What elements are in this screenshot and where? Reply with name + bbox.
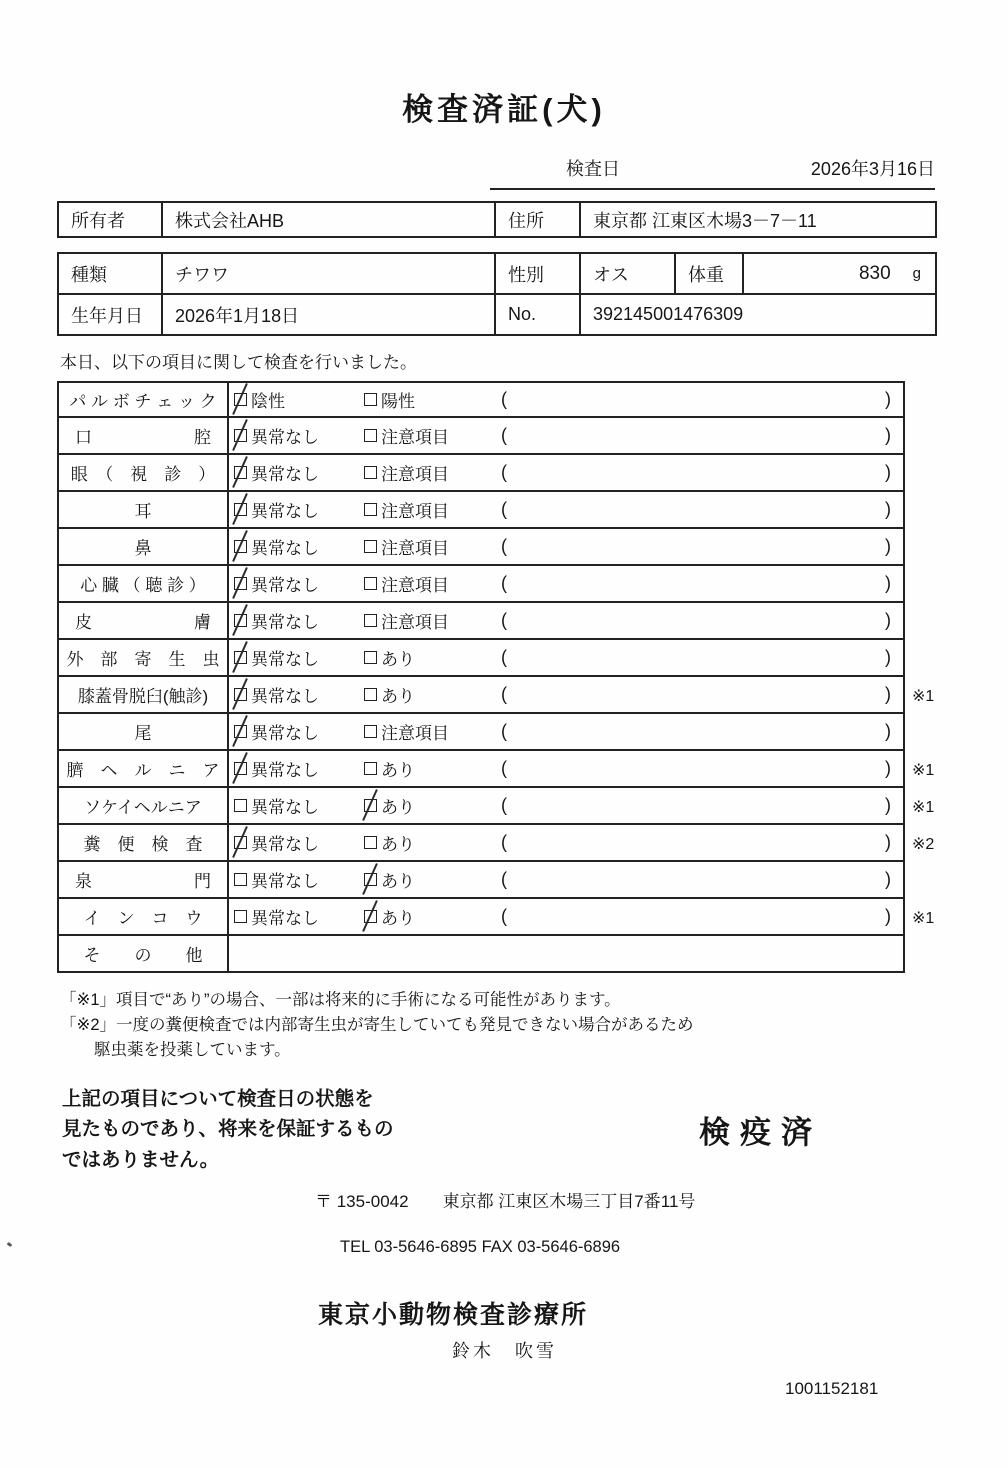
- exam-item-label: 泉 門: [59, 862, 229, 897]
- checkbox: [364, 688, 377, 701]
- exam-option-2: [364, 793, 494, 818]
- checkbox: [234, 688, 247, 701]
- owner-value: 株式会社AHB: [163, 203, 496, 236]
- exam-row-footnote-ref: [905, 418, 955, 455]
- address-label: 住所: [496, 203, 581, 236]
- exam-item-label: 糞 便 検 査: [59, 825, 229, 860]
- exam-option-2: [364, 904, 494, 929]
- exam-row: [57, 603, 1008, 640]
- exam-row: [57, 677, 1008, 714]
- checkbox: [364, 799, 377, 812]
- exam-option-2: [364, 719, 494, 744]
- remarks-paren-open: (: [501, 647, 507, 667]
- exam-option-2: [364, 645, 494, 670]
- remarks-paren-close: ): [885, 462, 891, 482]
- exam-option-2-label: 注意項目: [381, 539, 449, 558]
- checkbox: [364, 836, 377, 849]
- exam-option-2-label: 注意項目: [381, 724, 449, 743]
- exam-option-1: [234, 534, 364, 559]
- exam-row-line: [57, 492, 905, 529]
- exam-option-1: [234, 719, 364, 744]
- exam-row: [57, 788, 1008, 825]
- exam-option-2-label: 注意項目: [381, 613, 449, 632]
- exam-row-line: [57, 788, 905, 825]
- exam-option-1: [234, 867, 364, 892]
- exam-item-label: 眼 （ 視 診 ）: [59, 455, 229, 490]
- exam-row-footnote-ref: ※1: [912, 798, 935, 816]
- breed-label: 種類: [59, 254, 163, 293]
- clinic-phone-line: TEL 03-5646-6895 FAX 03-5646-6896: [340, 1237, 621, 1256]
- exam-item-label: パ ル ボ チ ェ ッ ク: [59, 383, 229, 416]
- remarks-paren-close: ): [885, 832, 891, 852]
- certificate-no-label: No.: [496, 295, 581, 334]
- remarks-paren-open: (: [501, 869, 507, 889]
- exam-item-label: 口 腔: [59, 418, 229, 453]
- remarks-paren-open: (: [501, 536, 507, 556]
- checkbox: [364, 725, 377, 738]
- exam-option-1-label: 異常なし: [251, 761, 319, 780]
- exam-row-line: [57, 714, 905, 751]
- exam-item-label: そ の 他: [59, 936, 229, 971]
- exam-row-footnote-ref: [905, 566, 955, 603]
- exam-option-1-label: 異常なし: [251, 465, 319, 484]
- checkbox: [234, 836, 247, 849]
- exam-row-line: [57, 899, 905, 936]
- remarks-paren-close: ): [885, 795, 891, 815]
- exam-row-footnote-ref: [905, 936, 955, 973]
- exam-option-1: [234, 682, 364, 707]
- exam-option-1: [234, 387, 364, 412]
- exam-row-footnote-ref: [905, 603, 955, 640]
- exam-option-2-label: あり: [381, 687, 415, 706]
- intro-text: 本日、以下の項目に関して検査を行いました。: [60, 353, 417, 372]
- exam-row-footnote-ref: [905, 492, 955, 529]
- checkbox: [234, 503, 247, 516]
- exam-row: [57, 566, 1008, 603]
- exam-option-1: [234, 423, 364, 448]
- clinic-address: 東京都 江東区木場三丁目7番11号: [442, 1191, 696, 1211]
- exam-row-footnote-ref: [905, 529, 955, 566]
- remarks-paren-close: ): [885, 869, 891, 889]
- exam-row-line: [57, 751, 905, 788]
- exam-option-2-label: 陽性: [381, 392, 415, 411]
- checkbox: [364, 466, 377, 479]
- exam-option-1-label: 異常なし: [251, 687, 319, 706]
- remarks-paren-open: (: [501, 684, 507, 704]
- exam-table: [57, 381, 1008, 973]
- inspection-date-row: [490, 155, 935, 190]
- remarks-paren-close: ): [885, 906, 891, 926]
- exam-row-line: [57, 862, 905, 899]
- exam-row: [57, 825, 1008, 862]
- exam-option-1: [234, 904, 364, 929]
- birth-value: 2026年1月18日: [163, 295, 496, 334]
- exam-row: [57, 899, 1008, 936]
- exam-option-1-label: 異常なし: [251, 798, 319, 817]
- exam-option-1: [234, 571, 364, 596]
- exam-option-2: [364, 608, 494, 633]
- exam-row-line: [57, 381, 905, 418]
- exam-option-1-label: 異常なし: [251, 502, 319, 521]
- clinic-address-line: [315, 1187, 1008, 1212]
- exam-row-footnote-ref: [905, 381, 955, 418]
- checkbox: [234, 540, 247, 553]
- disclaimer-line-3: ではありません。: [62, 1148, 220, 1171]
- inspection-date-label: 検査日: [566, 159, 620, 179]
- exam-option-1-label: 陰性: [251, 392, 285, 411]
- remarks-paren-open: (: [501, 573, 507, 593]
- pet-info-table: [57, 252, 937, 336]
- exam-row-line: [57, 603, 905, 640]
- exam-item-label: 外 部 寄 生 虫: [59, 640, 229, 675]
- checkbox: [364, 429, 377, 442]
- exam-row: [57, 455, 1008, 492]
- exam-row-footnote-ref: [905, 640, 955, 677]
- checkbox: [234, 725, 247, 738]
- exam-item-label: 臍 ヘ ル ニ ア: [59, 751, 229, 786]
- exam-option-2-label: あり: [381, 835, 415, 854]
- disclaimer-line-1: 上記の項目について検査日の状態を: [62, 1088, 374, 1111]
- exam-option-2: [364, 830, 494, 855]
- exam-row: [57, 529, 1008, 566]
- veterinarian-name: 鈴木 吹雪: [452, 1340, 557, 1361]
- exam-option-2: [364, 460, 494, 485]
- exam-option-2: [364, 497, 494, 522]
- page-title: 検査済証(犬): [402, 92, 606, 127]
- exam-row: [57, 714, 1008, 751]
- remarks-paren-close: ): [885, 536, 891, 556]
- footnote-2: 「※2」一度の糞便検査では内部寄生虫が寄生していても発見できない場合があるため: [60, 1015, 694, 1034]
- exam-item-label: イ ン コ ウ: [59, 899, 229, 934]
- exam-row-line: [57, 455, 905, 492]
- exam-row-footnote-ref: ※1: [912, 687, 935, 705]
- footnotes: [60, 988, 1008, 1062]
- exam-option-1-label: 異常なし: [251, 909, 319, 928]
- exam-option-2-label: 注意項目: [381, 502, 449, 521]
- exam-option-2-label: 注意項目: [381, 428, 449, 447]
- exam-item-label: 皮 膚: [59, 603, 229, 638]
- checkbox: [234, 651, 247, 664]
- disclaimer-and-stamp: [0, 1084, 1008, 1175]
- footnote-2-continuation: 駆虫薬を投薬しています。: [94, 1040, 291, 1059]
- exam-row-line: [57, 936, 905, 973]
- exam-option-2: [364, 423, 494, 448]
- remarks-paren-close: ): [885, 499, 891, 519]
- checkbox: [234, 429, 247, 442]
- exam-row: [57, 640, 1008, 677]
- weight-label: 体重: [676, 254, 744, 293]
- checkbox: [234, 466, 247, 479]
- exam-row: [57, 381, 1008, 418]
- owner-row: [57, 201, 937, 238]
- exam-option-2: [364, 534, 494, 559]
- sex-value: オス: [581, 254, 676, 293]
- remarks-paren-open: (: [501, 389, 507, 409]
- checkbox: [364, 762, 377, 775]
- remarks-paren-close: ): [885, 684, 891, 704]
- remarks-paren-open: (: [501, 499, 507, 519]
- exam-row: [57, 862, 1008, 899]
- exam-row-footnote-ref: [905, 714, 955, 751]
- exam-option-1-label: 異常なし: [251, 613, 319, 632]
- exam-option-2: [364, 571, 494, 596]
- exam-row-footnote-ref: ※1: [912, 761, 935, 779]
- exam-option-1: [234, 830, 364, 855]
- checkbox: [234, 873, 247, 886]
- exam-row-footnote-ref: [905, 455, 955, 492]
- disclaimer-line-2: 見たものであり、将来を保証するもの: [62, 1118, 394, 1141]
- checkbox: [234, 393, 247, 406]
- checkbox: [234, 799, 247, 812]
- remarks-paren-close: ): [885, 573, 891, 593]
- exam-row: [57, 751, 1008, 788]
- checkbox: [364, 651, 377, 664]
- exam-row-line: [57, 529, 905, 566]
- remarks-paren-close: ): [885, 610, 891, 630]
- clinic-name: 東京小動物検査診療所: [318, 1300, 589, 1329]
- exam-row: [57, 418, 1008, 455]
- remarks-paren-open: (: [501, 906, 507, 926]
- exam-row-line: [57, 825, 905, 862]
- remarks-paren-open: (: [501, 462, 507, 482]
- exam-item-label: 尾: [59, 714, 229, 749]
- exam-option-2-label: あり: [381, 761, 415, 780]
- exam-option-2: [364, 756, 494, 781]
- exam-row-footnote-ref: [905, 862, 955, 899]
- exam-option-2-label: 注意項目: [381, 576, 449, 595]
- exam-row-line: [57, 418, 905, 455]
- exam-option-1: [234, 497, 364, 522]
- scan-speck: [7, 1242, 13, 1247]
- exam-option-1: [234, 608, 364, 633]
- exam-option-1-label: 異常なし: [251, 724, 319, 743]
- address-value: 東京都 江東区木場3－7－11: [593, 210, 817, 231]
- postal-code: 〒 135-0042: [315, 1191, 409, 1211]
- remarks-paren-close: ): [885, 425, 891, 445]
- remarks-paren-open: (: [501, 795, 507, 815]
- disclaimer-text: [62, 1084, 394, 1175]
- exam-option-2: [364, 387, 494, 412]
- remarks-paren-open: (: [501, 758, 507, 778]
- certificate-no-value: 392145001476309: [593, 304, 744, 324]
- exam-option-1-label: 異常なし: [251, 835, 319, 854]
- serial-number: 1001152181: [785, 1378, 879, 1398]
- exam-item-label: 心 臓 （ 聴 診 ）: [59, 566, 229, 601]
- exam-option-1: [234, 460, 364, 485]
- breed-value: チワワ: [163, 254, 496, 293]
- footnote-1: 「※1」項目で“あり”の場合、一部は将来的に手術になる可能性があります。: [60, 991, 621, 1009]
- exam-row: [57, 492, 1008, 529]
- exam-item-label: 膝蓋骨脱臼(触診): [59, 677, 229, 712]
- breed-row: [59, 254, 935, 293]
- exam-option-2-label: あり: [381, 872, 415, 891]
- remarks-paren-close: ): [885, 389, 891, 409]
- checkbox: [234, 577, 247, 590]
- quarantine-passed-stamp: 検疫済: [699, 1115, 822, 1151]
- exam-item-label: 鼻: [59, 529, 229, 564]
- exam-option-1-label: 異常なし: [251, 872, 319, 891]
- checkbox: [234, 910, 247, 923]
- remarks-paren-close: ): [885, 721, 891, 741]
- exam-row-line: [57, 677, 905, 714]
- weight-cell: [744, 254, 935, 293]
- remarks-paren-open: (: [501, 832, 507, 852]
- exam-row: [57, 936, 1008, 973]
- exam-option-1: [234, 793, 364, 818]
- checkbox: [364, 393, 377, 406]
- exam-option-1: [234, 756, 364, 781]
- exam-row-line: [57, 566, 905, 603]
- weight-unit: g: [912, 265, 921, 282]
- remarks-paren-close: ): [885, 758, 891, 778]
- exam-option-1-label: 異常なし: [251, 428, 319, 447]
- exam-option-2: [364, 682, 494, 707]
- checkbox: [234, 762, 247, 775]
- exam-option-1-label: 異常なし: [251, 650, 319, 669]
- owner-label: 所有者: [59, 203, 163, 236]
- checkbox: [234, 614, 247, 627]
- sex-label: 性別: [496, 254, 581, 293]
- inspection-date-value: 2026年3月16日: [810, 159, 935, 179]
- remarks-paren-open: (: [501, 425, 507, 445]
- exam-row-footnote-ref: ※2: [912, 835, 935, 853]
- exam-option-2-label: あり: [381, 650, 415, 669]
- checkbox: [364, 503, 377, 516]
- exam-row-line: [57, 640, 905, 677]
- birth-label: 生年月日: [59, 295, 163, 334]
- checkbox: [364, 873, 377, 886]
- checkbox: [364, 577, 377, 590]
- birth-row: [59, 293, 935, 334]
- remarks-paren-close: ): [885, 647, 891, 667]
- checkbox: [364, 910, 377, 923]
- checkbox: [364, 614, 377, 627]
- exam-option-2-label: あり: [381, 909, 415, 928]
- weight-value: 830: [858, 262, 891, 284]
- exam-option-2: [364, 867, 494, 892]
- exam-option-2-label: 注意項目: [381, 465, 449, 484]
- exam-option-2-label: あり: [381, 798, 415, 817]
- exam-item-label: ソケイヘルニア: [59, 788, 229, 823]
- checkbox: [364, 540, 377, 553]
- exam-item-label: 耳: [59, 492, 229, 527]
- exam-row-footnote-ref: ※1: [912, 909, 935, 927]
- remarks-paren-open: (: [501, 610, 507, 630]
- exam-option-1-label: 異常なし: [251, 539, 319, 558]
- exam-option-1-label: 異常なし: [251, 576, 319, 595]
- exam-option-1: [234, 645, 364, 670]
- remarks-paren-open: (: [501, 721, 507, 741]
